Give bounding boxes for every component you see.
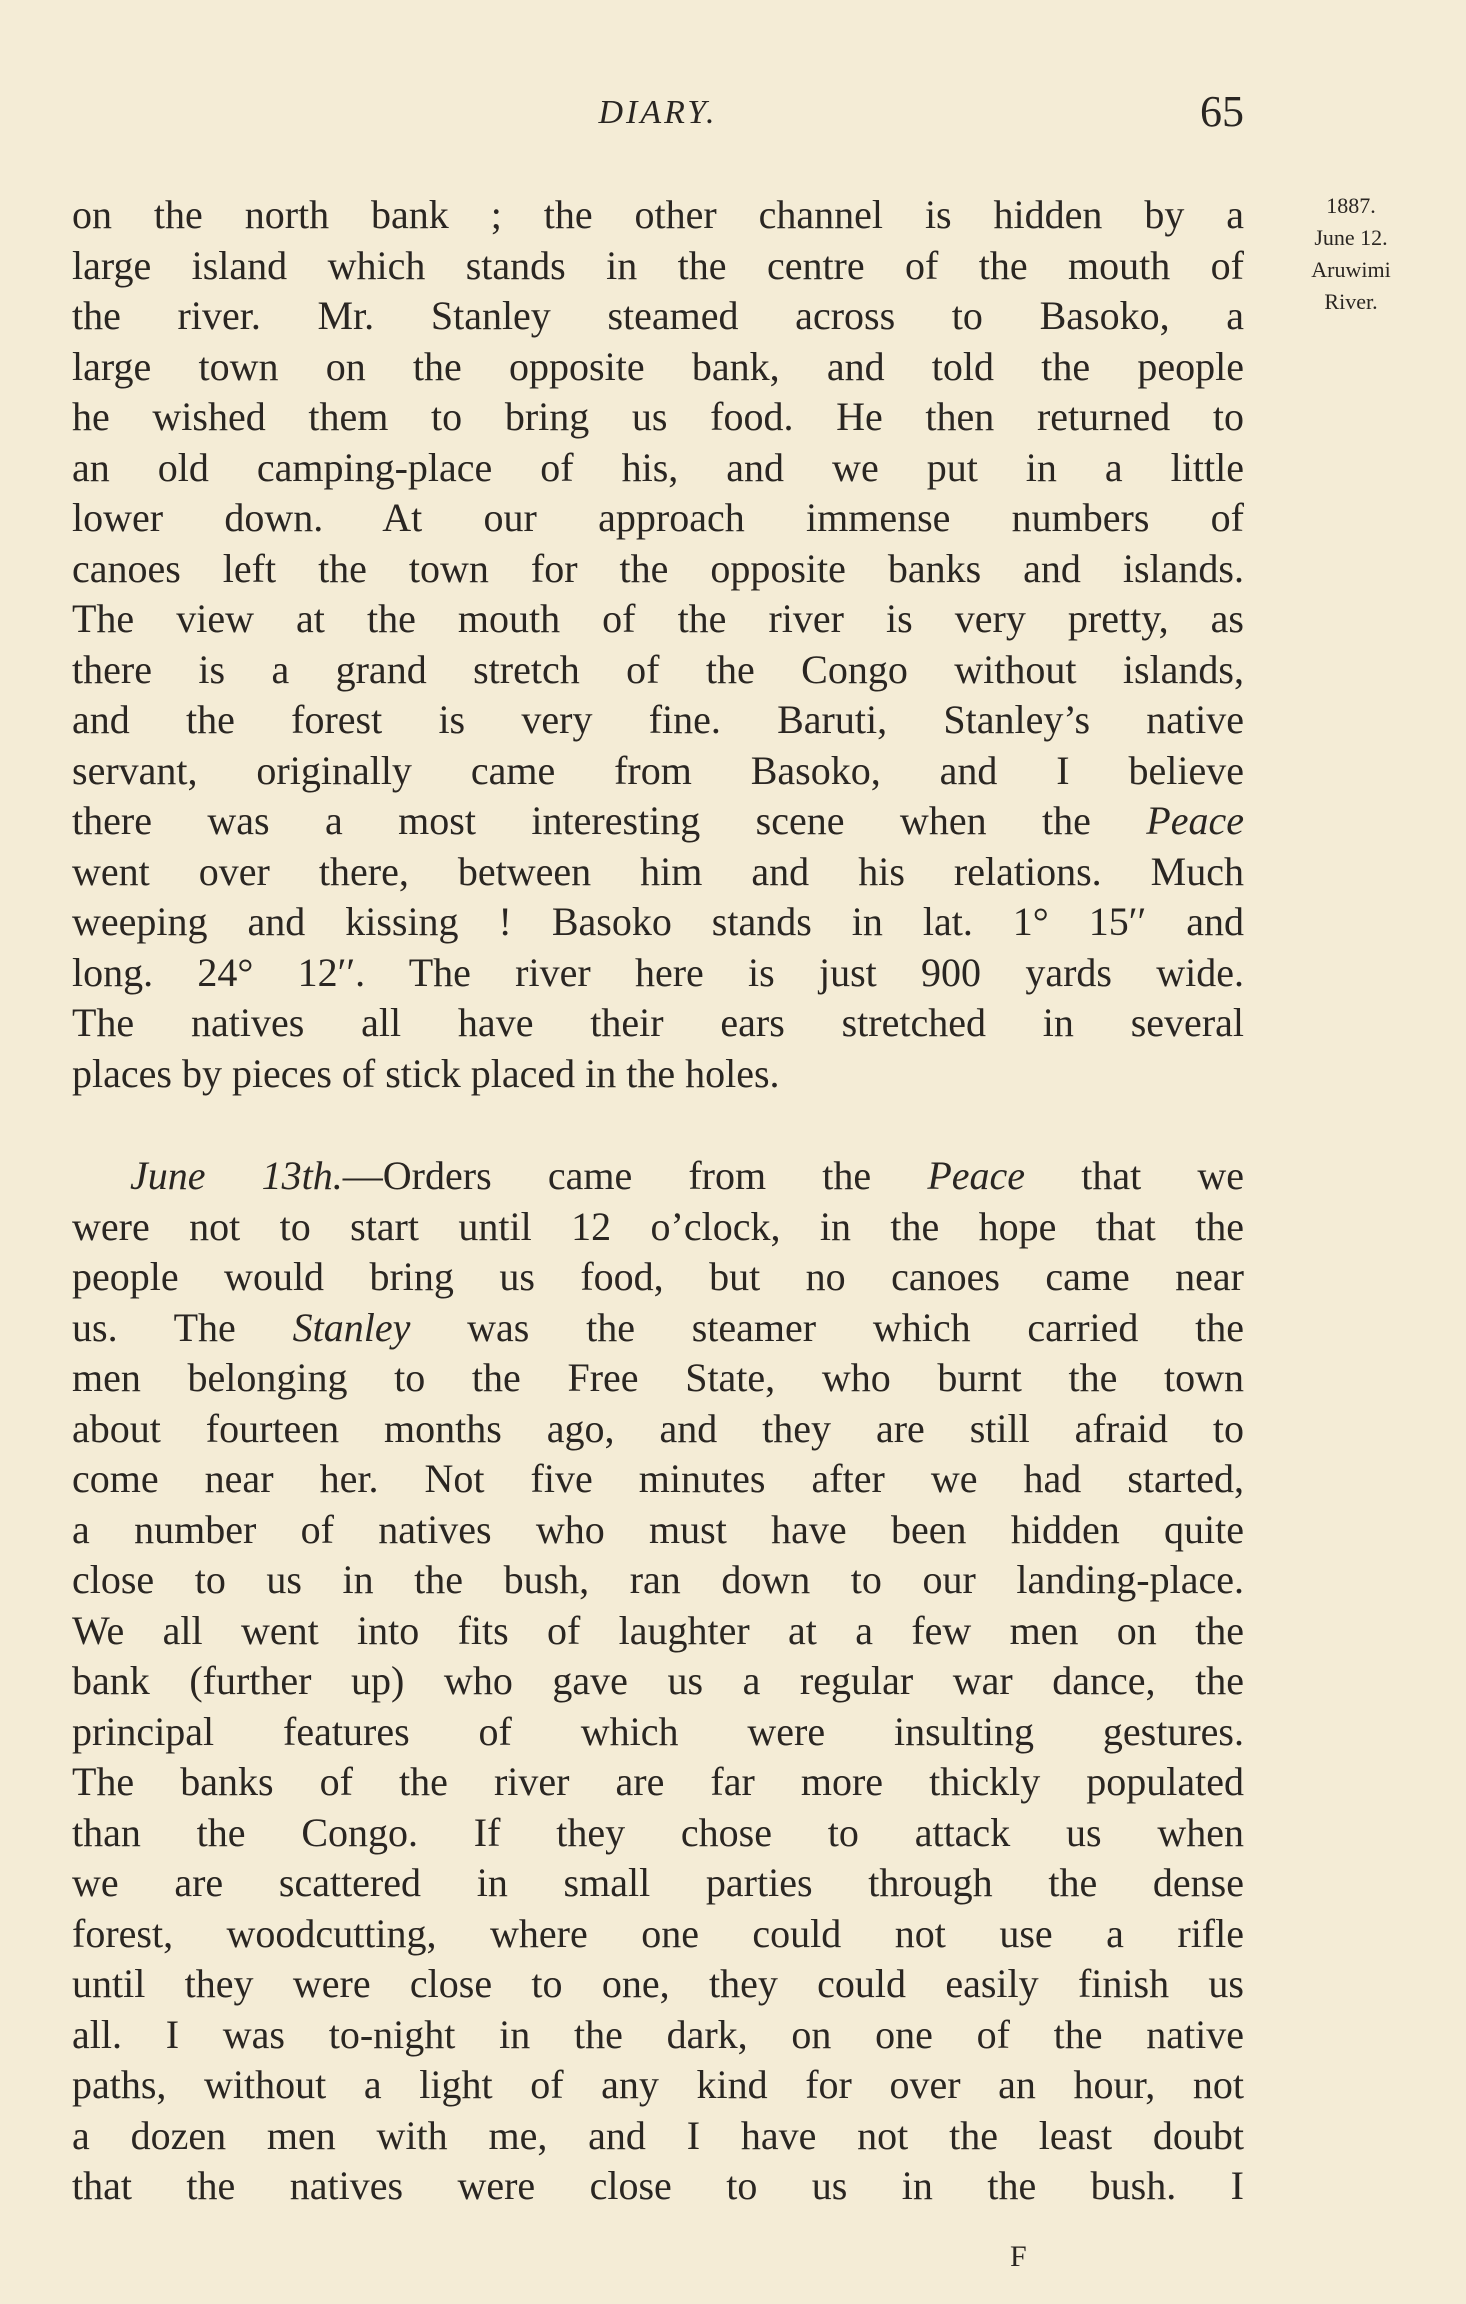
text-line: places by pieces of stick placed in the holes.	[72, 1050, 780, 1096]
text-line: were not to start until 12 o’clock, in the hope that the	[72, 1203, 1244, 1249]
text-line: men belonging to the Free State, who burnt the town	[72, 1355, 1244, 1400]
text-line: come near her. Not five minutes after we had started,	[72, 1456, 1244, 1501]
text-line: about fourteen months ago, and they are still afraid to	[72, 1405, 1244, 1451]
running-head	[72, 86, 1244, 146]
text-line: We all went into fits of laughter at a few men on the	[72, 1607, 1244, 1653]
text-fragment: that we	[1081, 1153, 1244, 1198]
text-line: he wished them to bring us food. He then returned to	[72, 394, 1244, 439]
text-line: people would bring us food, but no canoes came near	[72, 1254, 1244, 1299]
running-title: DIARY.	[598, 94, 718, 131]
ship-name-peace: Peace	[927, 1153, 1026, 1198]
paragraph-june-13	[72, 1151, 1244, 2212]
page-number: 65	[1200, 87, 1244, 136]
text-line: close to us in the bush, ran down to our landing-place.	[72, 1557, 1244, 1602]
text-line: principal features of which were insulting gestures.	[72, 1708, 1244, 1754]
text-fragment: was the steamer which carried the	[467, 1304, 1245, 1350]
text-line: a dozen men with me, and I have not the least doubt	[72, 2112, 1244, 2158]
text-line: lower down. At our approach immense numbers of	[72, 495, 1244, 540]
ship-name-peace: Peace	[1146, 798, 1244, 843]
text-line: all. I was to-night in the dark, on one of the native	[72, 2011, 1244, 2057]
paragraph-june-12	[72, 190, 1244, 1099]
text-line: paths, without a light of any kind for over an hour, not	[72, 2062, 1244, 2107]
text-line-with-ship-name	[72, 1303, 1244, 1354]
text-line: that the natives were close to us in the bush. I	[72, 2163, 1244, 2208]
text-line-date	[72, 1151, 1244, 1202]
text-line: an old camping-place of his, and we put in a little	[72, 444, 1244, 490]
margin-date: June 12.	[1314, 225, 1388, 250]
text-line: the river. Mr. Stanley steamed across to Basoko, a	[72, 293, 1244, 338]
text-line: long. 24° 12′′. The river here is just 900 yards wide.	[72, 949, 1244, 995]
text-line: servant, originally came from Basoko, and I believe	[72, 747, 1244, 793]
text-fragment: there was a most interesting scene when the	[72, 798, 1091, 843]
text-line: The view at the mouth of the river is very pretty, as	[72, 596, 1244, 641]
text-line: The banks of the river are far more thickly populated	[72, 1759, 1244, 1804]
text-line: there is a grand stretch of the Congo without islands,	[72, 646, 1244, 692]
entry-date: June 13th.	[130, 1153, 343, 1198]
signature-mark: F	[1010, 2240, 1027, 2273]
margin-note	[1276, 190, 1426, 318]
text-line: went over there, between him and his relations. Much	[72, 848, 1244, 894]
text-line: canoes left the town for the opposite banks and islands.	[72, 545, 1244, 591]
text-line: and the forest is very fine. Baruti, Stanley’s native	[72, 697, 1244, 742]
text-fragment: us. The	[72, 1304, 236, 1350]
text-line-with-ship-name	[72, 796, 1244, 847]
margin-place-line-2: River.	[1324, 289, 1378, 314]
text-line: bank (further up) who gave us a regular war dance, the	[72, 1658, 1244, 1703]
margin-place-line-1: Aruwimi	[1311, 257, 1391, 282]
text-line: large island which stands in the centre of the mouth of	[72, 242, 1244, 288]
body-text	[72, 190, 1244, 2212]
text-line: we are scattered in small parties through the dense	[72, 1860, 1244, 1905]
paragraph-gap	[72, 1099, 1244, 1151]
text-line: large town on the opposite bank, and told the people	[72, 343, 1244, 389]
text-line: than the Congo. If they chose to attack us when	[72, 1809, 1244, 1855]
ship-name-stanley: Stanley	[292, 1304, 411, 1350]
text-line: weeping and kissing ! Basoko stands in lat. 1° 15′′ and	[72, 899, 1244, 944]
text-line: a number of natives who must have been hidden quite	[72, 1506, 1244, 1552]
text-line: forest, woodcutting, where one could not use a rifle	[72, 1910, 1244, 1956]
margin-year: 1887.	[1326, 193, 1376, 218]
text-line: on the north bank ; the other channel is hidden by a	[72, 192, 1244, 237]
text-line: The natives all have their ears stretched in several	[72, 1000, 1244, 1045]
text-line: until they were close to one, they could easily finish us	[72, 1961, 1244, 2006]
text-fragment: —Orders came from the	[342, 1153, 872, 1198]
